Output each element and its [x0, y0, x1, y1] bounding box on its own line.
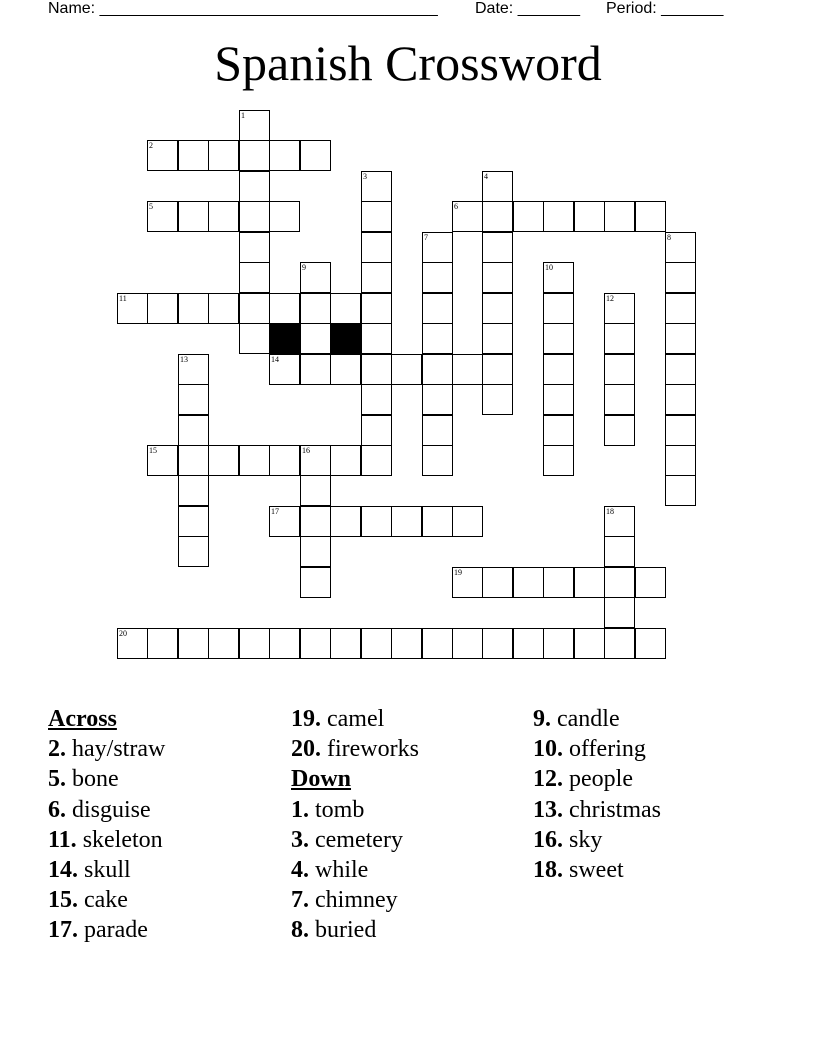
- crossword-cell[interactable]: [422, 384, 453, 415]
- crossword-cell[interactable]: [269, 293, 300, 324]
- crossword-cell[interactable]: [452, 567, 483, 598]
- crossword-cell[interactable]: [482, 293, 513, 324]
- crossword-cell[interactable]: [543, 201, 574, 232]
- crossword-cell[interactable]: [178, 201, 209, 232]
- crossword-cell[interactable]: [178, 354, 209, 385]
- crossword-cell[interactable]: [330, 506, 361, 537]
- crossword-cell[interactable]: [482, 384, 513, 415]
- period-field-label[interactable]: Period: _______: [606, 0, 724, 17]
- clue-number: 17: [271, 507, 279, 516]
- crossword-cell[interactable]: [482, 354, 513, 385]
- crossword-cell[interactable]: [543, 628, 574, 659]
- clue-number: 18: [606, 507, 614, 516]
- crossword-cell[interactable]: [452, 628, 483, 659]
- clue-number: 20: [119, 629, 127, 638]
- crossword-cell[interactable]: [300, 506, 331, 537]
- down-clue: 8. buried: [291, 917, 377, 944]
- crossword-cell[interactable]: [239, 628, 270, 659]
- crossword-cell[interactable]: [604, 201, 635, 232]
- crossword-cell[interactable]: [543, 384, 574, 415]
- crossword-cell[interactable]: [300, 293, 331, 324]
- crossword-cell[interactable]: [422, 232, 453, 263]
- crossword-cell[interactable]: [665, 475, 696, 506]
- crossword-cell[interactable]: [422, 506, 453, 537]
- crossword-cell[interactable]: [147, 628, 178, 659]
- crossword-cell[interactable]: [300, 628, 331, 659]
- crossword-cell[interactable]: [604, 536, 635, 567]
- crossword-cell[interactable]: [604, 628, 635, 659]
- crossword-cell[interactable]: [665, 384, 696, 415]
- crossword-cell[interactable]: [543, 445, 574, 476]
- crossword-cell[interactable]: [239, 110, 270, 141]
- crossword-cell[interactable]: [239, 323, 270, 354]
- clue-number: 13: [180, 355, 188, 364]
- page-title: Spanish Crossword: [214, 35, 602, 91]
- clue-number: 7: [424, 233, 428, 242]
- clue-number: 9: [302, 263, 306, 272]
- clue-number: 14: [271, 355, 279, 364]
- crossword-cell[interactable]: [604, 597, 635, 628]
- clue-column-3: [533, 704, 661, 885]
- crossword-cell[interactable]: [543, 415, 574, 446]
- down-clue: 9. candle: [533, 706, 620, 732]
- crossword-cell[interactable]: [513, 628, 544, 659]
- date-field-label[interactable]: Date: _______: [475, 0, 580, 17]
- crossword-cell[interactable]: [330, 293, 361, 324]
- down-clue: 3. cemetery: [291, 826, 403, 853]
- crossword-cell[interactable]: [178, 445, 209, 476]
- crossword-cell[interactable]: [635, 201, 666, 232]
- crossword-cell[interactable]: [543, 293, 574, 324]
- crossword-cell[interactable]: [543, 354, 574, 385]
- clue-number: 11: [119, 294, 127, 303]
- crossword-cell[interactable]: [482, 567, 513, 598]
- crossword-cell[interactable]: [422, 628, 453, 659]
- crossword-cell[interactable]: [513, 201, 544, 232]
- across-clue: 17. parade: [48, 917, 148, 944]
- crossword-cell[interactable]: [665, 354, 696, 385]
- crossword-cell[interactable]: [604, 415, 635, 446]
- crossword-cell[interactable]: [604, 384, 635, 415]
- crossword-cell[interactable]: [361, 384, 392, 415]
- crossword-cell[interactable]: [208, 140, 239, 171]
- crossword-cell[interactable]: [543, 262, 574, 293]
- crossword-cell[interactable]: [361, 628, 392, 659]
- crossword-cell[interactable]: [239, 262, 270, 293]
- clue-column-1: [48, 704, 165, 946]
- crossword-cell[interactable]: [452, 201, 483, 232]
- crossword-cell[interactable]: [452, 354, 483, 385]
- crossword-cell[interactable]: [513, 567, 544, 598]
- clue-number: 10: [545, 263, 553, 272]
- crossword-cell[interactable]: [178, 140, 209, 171]
- crossword-cell[interactable]: [330, 628, 361, 659]
- crossword-cell[interactable]: [269, 628, 300, 659]
- crossword-cell[interactable]: [208, 201, 239, 232]
- down-clue: 10. offering: [533, 736, 646, 763]
- clue-number: 8: [667, 233, 671, 242]
- clue-number: 5: [149, 202, 153, 211]
- crossword-cell[interactable]: [178, 293, 209, 324]
- crossword-cell[interactable]: [665, 262, 696, 293]
- clue-number: 6: [454, 202, 458, 211]
- crossword-cell[interactable]: [269, 445, 300, 476]
- crossword-cell[interactable]: [147, 201, 178, 232]
- header: [48, 0, 768, 20]
- crossword-cell[interactable]: [208, 628, 239, 659]
- black-square: [330, 323, 361, 354]
- crossword-cell[interactable]: [300, 354, 331, 385]
- crossword-cell[interactable]: [543, 323, 574, 354]
- crossword-cell[interactable]: [239, 445, 270, 476]
- crossword-cell[interactable]: [574, 628, 605, 659]
- across-clue: 15. cake: [48, 887, 128, 914]
- down-clue: 12. people: [533, 766, 633, 793]
- crossword-cell[interactable]: [422, 415, 453, 446]
- crossword-cell[interactable]: [482, 232, 513, 263]
- across-clue: 2. hay/straw: [48, 736, 166, 763]
- crossword-cell[interactable]: [178, 415, 209, 446]
- crossword-cell[interactable]: [330, 354, 361, 385]
- crossword-cell[interactable]: [300, 323, 331, 354]
- crossword-cell[interactable]: [178, 506, 209, 537]
- crossword-cell[interactable]: [361, 415, 392, 446]
- crossword-cell[interactable]: [239, 232, 270, 263]
- crossword-cell[interactable]: [208, 445, 239, 476]
- crossword-cell[interactable]: [361, 293, 392, 324]
- clue-number: 3: [363, 172, 367, 181]
- down-heading: Down: [291, 766, 352, 793]
- crossword-cell[interactable]: [665, 415, 696, 446]
- crossword-cell[interactable]: [269, 506, 300, 537]
- crossword-cell[interactable]: [452, 506, 483, 537]
- crossword-cell[interactable]: [422, 323, 453, 354]
- crossword-cell[interactable]: [604, 293, 635, 324]
- down-clue: 4. while: [291, 857, 369, 884]
- crossword-cell[interactable]: [239, 140, 270, 171]
- crossword-cell[interactable]: [239, 201, 270, 232]
- across-clue: 20. fireworks: [291, 736, 419, 763]
- crossword-cell[interactable]: [300, 262, 331, 293]
- crossword-cell[interactable]: [665, 293, 696, 324]
- crossword-cell[interactable]: [208, 293, 239, 324]
- clue-number: 16: [302, 446, 310, 455]
- crossword-cell[interactable]: [147, 445, 178, 476]
- crossword-cell[interactable]: [117, 628, 148, 659]
- crossword-cell[interactable]: [604, 354, 635, 385]
- crossword-cell[interactable]: [665, 445, 696, 476]
- crossword-cell[interactable]: [178, 475, 209, 506]
- down-clue: 7. chimney: [291, 887, 398, 914]
- crossword-cell[interactable]: [300, 445, 331, 476]
- crossword-cell[interactable]: [361, 232, 392, 263]
- clue-number: 15: [149, 446, 157, 455]
- crossword-cell[interactable]: [422, 293, 453, 324]
- across-clue: 19. camel: [291, 706, 385, 732]
- crossword-cell[interactable]: [482, 262, 513, 293]
- clue-number: 1: [241, 111, 245, 120]
- crossword-cell[interactable]: [665, 232, 696, 263]
- crossword-cell[interactable]: [391, 354, 422, 385]
- crossword-cell[interactable]: [604, 567, 635, 598]
- crossword-cell[interactable]: [239, 293, 270, 324]
- crossword-cell[interactable]: [361, 171, 392, 202]
- crossword-cell[interactable]: [269, 140, 300, 171]
- black-square: [269, 323, 300, 354]
- name-field-label[interactable]: Name: ______________________________________: [48, 0, 438, 17]
- crossword-cell[interactable]: [361, 201, 392, 232]
- down-clue: 1. tomb: [291, 796, 365, 823]
- crossword-cell[interactable]: [300, 567, 331, 598]
- crossword-cell[interactable]: [361, 445, 392, 476]
- across-clue: 14. skull: [48, 857, 131, 884]
- crossword-cell[interactable]: [361, 506, 392, 537]
- crossword-cell[interactable]: [178, 536, 209, 567]
- clue-number: 12: [606, 294, 614, 303]
- crossword-cell[interactable]: [482, 201, 513, 232]
- crossword-cell[interactable]: [482, 171, 513, 202]
- across-clue: 6. disguise: [48, 796, 151, 823]
- crossword-cell[interactable]: [178, 628, 209, 659]
- across-heading: Across: [48, 706, 117, 732]
- crossword-cell[interactable]: [300, 475, 331, 506]
- down-clue: 18. sweet: [533, 857, 624, 884]
- crossword-cell[interactable]: [269, 354, 300, 385]
- crossword-cell[interactable]: [147, 293, 178, 324]
- crossword-cell[interactable]: [391, 506, 422, 537]
- crossword-cell[interactable]: [422, 354, 453, 385]
- down-clue: 13. christmas: [533, 796, 661, 823]
- crossword-cell[interactable]: [178, 384, 209, 415]
- crossword-cell[interactable]: [330, 445, 361, 476]
- clue-number: 2: [149, 141, 153, 150]
- crossword-cell[interactable]: [543, 567, 574, 598]
- crossword-cell[interactable]: [482, 323, 513, 354]
- crossword-cell[interactable]: [391, 628, 422, 659]
- crossword-cell[interactable]: [117, 293, 148, 324]
- clue-number: 4: [484, 172, 488, 181]
- crossword-cell[interactable]: [574, 567, 605, 598]
- crossword-cell[interactable]: [604, 506, 635, 537]
- down-clue: 16. sky: [533, 826, 603, 853]
- crossword-cell[interactable]: [239, 171, 270, 202]
- crossword-cell[interactable]: [482, 628, 513, 659]
- crossword-cell[interactable]: [300, 140, 331, 171]
- crossword-cell[interactable]: [300, 536, 331, 567]
- across-clue: 5. bone: [48, 766, 119, 793]
- crossword-cell[interactable]: [361, 262, 392, 293]
- across-clue: 11. skeleton: [48, 826, 163, 853]
- crossword-cell[interactable]: [635, 628, 666, 659]
- clue-column-2: [291, 704, 419, 946]
- crossword-cell[interactable]: [635, 567, 666, 598]
- crossword-cell[interactable]: [665, 323, 696, 354]
- clue-number: 19: [454, 568, 462, 577]
- crossword-cell[interactable]: [422, 262, 453, 293]
- crossword-cell[interactable]: [361, 354, 392, 385]
- crossword-cell[interactable]: [574, 201, 605, 232]
- crossword-cell[interactable]: [422, 445, 453, 476]
- crossword-cell[interactable]: [604, 323, 635, 354]
- crossword-cell[interactable]: [361, 323, 392, 354]
- crossword-cell[interactable]: [269, 201, 300, 232]
- crossword-cell[interactable]: [147, 140, 178, 171]
